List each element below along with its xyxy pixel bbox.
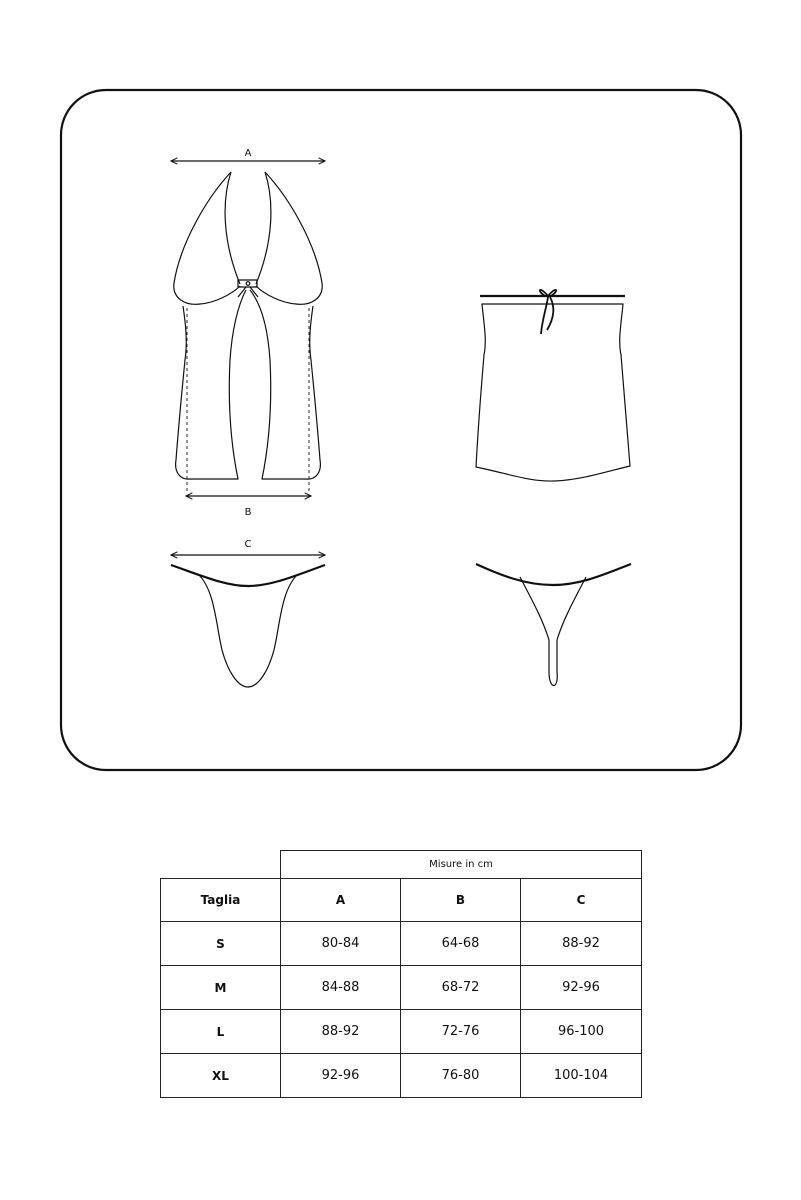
dimension-c-label: C bbox=[244, 539, 252, 550]
table-row bbox=[161, 922, 642, 966]
header-b: B bbox=[401, 879, 521, 922]
value-b-cell: 72-76 bbox=[401, 1010, 521, 1054]
value-a-cell: 92-96 bbox=[281, 1054, 401, 1098]
size-cell: S bbox=[161, 922, 281, 966]
header-c: C bbox=[521, 879, 642, 922]
value-c-cell: 88-92 bbox=[521, 922, 642, 966]
value-b-cell: 64-68 bbox=[401, 922, 521, 966]
table-corner-blank bbox=[161, 851, 281, 879]
halter-top-front bbox=[174, 172, 322, 492]
value-b-cell: 76-80 bbox=[401, 1054, 521, 1098]
table-row bbox=[161, 1010, 642, 1054]
value-b-cell: 68-72 bbox=[401, 966, 521, 1010]
diagram-frame bbox=[61, 90, 741, 770]
dimension-b-label: B bbox=[244, 507, 252, 518]
thong-back bbox=[476, 564, 631, 686]
table-row bbox=[161, 1054, 642, 1098]
table-row bbox=[161, 966, 642, 1010]
header-size: Taglia bbox=[161, 879, 281, 922]
value-c-cell: 92-96 bbox=[521, 966, 642, 1010]
size-cell: M bbox=[161, 966, 281, 1010]
thong-front bbox=[171, 565, 325, 687]
header-a: A bbox=[281, 879, 401, 922]
value-c-cell: 96-100 bbox=[521, 1010, 642, 1054]
value-a-cell: 80-84 bbox=[281, 922, 401, 966]
value-a-cell: 88-92 bbox=[281, 1010, 401, 1054]
value-c-cell: 100-104 bbox=[521, 1054, 642, 1098]
size-table bbox=[160, 850, 642, 1098]
dimension-a-label: A bbox=[244, 148, 252, 159]
value-a-cell: 84-88 bbox=[281, 966, 401, 1010]
halter-top-back bbox=[476, 290, 630, 481]
size-cell: XL bbox=[161, 1054, 281, 1098]
size-cell: L bbox=[161, 1010, 281, 1054]
unit-caption: Misure in cm bbox=[281, 851, 642, 879]
